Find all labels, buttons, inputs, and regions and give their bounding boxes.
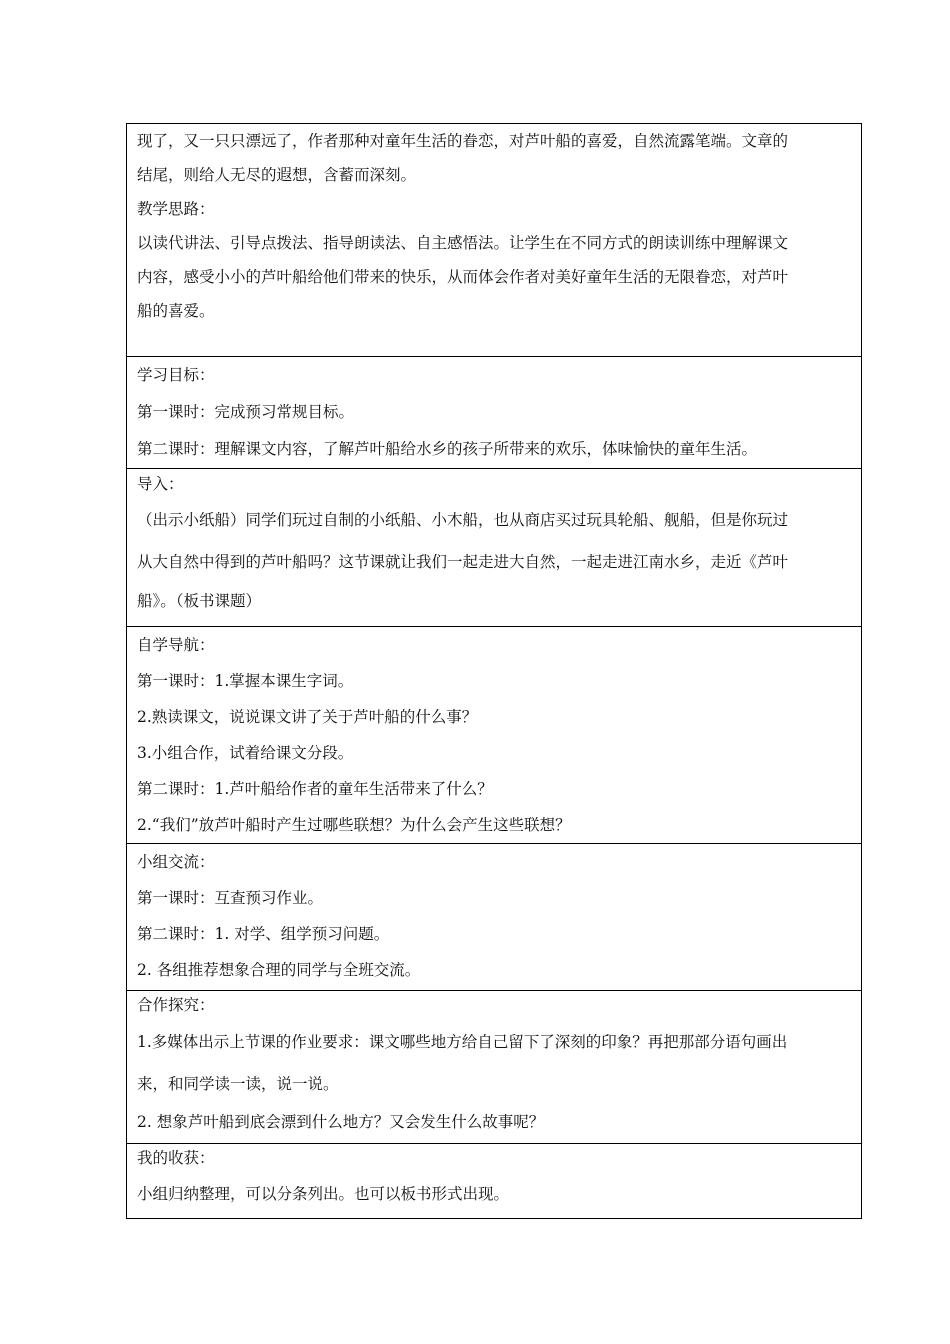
section-heading: 教学思路： [137, 200, 215, 218]
text-line: 1.多媒体出示上节课的作业要求：课文哪些地方给自己留下了深刻的印象？再把那部分语句画出 [137, 1033, 788, 1051]
text-line: 2. 想象芦叶船到底会漂到什么地方？又会发生什么故事呢？ [137, 1113, 545, 1131]
table-row [127, 627, 862, 844]
cell-group-discussion [127, 844, 862, 991]
table-row [127, 991, 862, 1144]
cell-cooperative-inquiry [127, 991, 862, 1144]
text-line: 第二课时：1. 对学、组学预习问题。 [137, 925, 390, 943]
lesson-plan-table [126, 123, 862, 1219]
section-heading: 小组交流： [137, 853, 215, 871]
text-line: 结尾，则给人无尽的遐想，含蓄而深刻。 [137, 166, 417, 184]
text-line: 第二课时：理解课文内容，了解芦叶船给水乡的孩子所带来的欢乐，体味愉快的童年生活。 [137, 440, 758, 458]
cell-introduction [127, 469, 862, 627]
table-row [127, 469, 862, 627]
text-line: 2. 各组推荐想象合理的同学与全班交流。 [137, 961, 421, 979]
section-heading: 学习目标： [137, 366, 215, 384]
text-line: 2.“我们”放芦叶船时产生过哪些联想？为什么会产生这些联想？ [137, 816, 571, 834]
section-heading: 我的收获： [137, 1149, 215, 1167]
text-line: 3.小组合作，试着给课文分段。 [137, 744, 354, 762]
text-line: 第二课时：1.芦叶船给作者的童年生活带来了什么？ [137, 780, 493, 798]
text-line: 第一课时：1.掌握本课生字词。 [137, 672, 354, 690]
text-line: 船》。（板书课题） [137, 592, 262, 610]
cell-background-and-approach [127, 124, 862, 357]
table-row [127, 844, 862, 991]
text-line: 第一课时：互查预习作业。 [137, 889, 324, 907]
table-row [127, 124, 862, 357]
section-heading: 自学导航： [137, 636, 215, 654]
text-line: 小组归纳整理，可以分条列出。也可以板书形式出现。 [137, 1185, 510, 1203]
text-line: 2.熟读课文，说说课文讲了关于芦叶船的什么事？ [137, 708, 478, 726]
text-line: 以读代讲法、引导点拨法、指导朗读法、自主感悟法。让学生在不同方式的朗读训练中理解课文 [137, 234, 789, 252]
section-heading: 导入： [137, 475, 184, 493]
table-row [127, 357, 862, 469]
text-line: 从大自然中得到的芦叶船吗？这节课就让我们一起走进大自然，一起走进江南水乡，走近《芦叶 [137, 553, 789, 571]
text-line: 现了，又一只只漂远了，作者那种对童年生活的眷恋，对芦叶船的喜爱，自然流露笔端。文章的 [137, 132, 789, 150]
text-line: 第一课时：完成预习常规目标。 [137, 403, 355, 421]
cell-learning-objectives [127, 357, 862, 469]
text-line: 船的喜爱。 [137, 302, 215, 320]
cell-my-harvest [127, 1144, 862, 1219]
table-row [127, 1144, 862, 1219]
text-line: （出示小纸船）同学们玩过自制的小纸船、小木船，也从商店买过玩具轮船、舰船，但是你玩过 [137, 511, 789, 529]
text-line: 来，和同学读一读，说一说。 [137, 1075, 339, 1093]
cell-self-study-guide [127, 627, 862, 844]
section-heading: 合作探究： [137, 996, 215, 1014]
text-line: 内容，感受小小的芦叶船给他们带来的快乐，从而体会作者对美好童年生活的无限眷恋，对芦叶 [137, 268, 789, 286]
